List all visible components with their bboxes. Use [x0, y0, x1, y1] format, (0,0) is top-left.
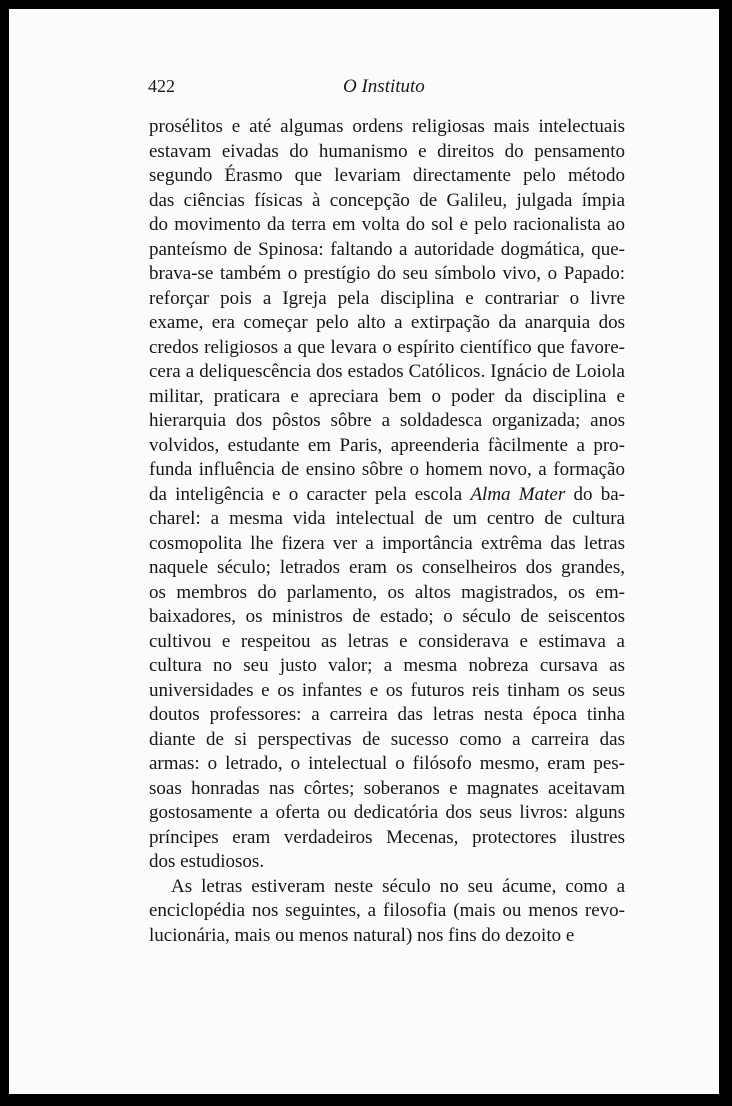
text-line: credos religiosos a que levara o espírito científico que favore- [149, 336, 625, 358]
text-line: cera a deliquescência dos estados Católicos. Ignácio de Loiola [149, 361, 625, 382]
text-line: cultivou e respeitou as letras e considerava e estimava a [149, 630, 625, 652]
paragraph [149, 875, 625, 949]
text-line: baixadores, os ministros de estado; o século de seiscentos [149, 606, 625, 627]
text-line: hierarquia dos pôstos sôbre a soldadesca organizada; anos [149, 410, 625, 431]
text-line: reforçar pois a Igreja pela disciplina e contrariar o livre [149, 287, 625, 309]
text-line: soas honradas nas côrtes; soberanos e magnates aceitavam [149, 777, 625, 799]
text-line: cultura no seu justo valor; a mesma nobreza cursava as [149, 655, 625, 676]
text-line: charel: a mesma vida intelectual de um centro de cultura [149, 508, 625, 529]
text-line: das ciências físicas à concepção de Galileu, julgada ímpia [149, 189, 625, 211]
text-line: prosélitos e até algumas ordens religiosas mais intelectuais [149, 116, 625, 137]
text-line: universidades e os infantes e os futuros reis tinham os seus [149, 679, 625, 701]
text-line: os membros do parlamento, os altos magistrados, os em- [149, 581, 625, 603]
text-line [149, 483, 625, 508]
page-number: 422 [148, 76, 175, 96]
text-line: brava-se também o prestígio do seu símbolo vivo, o Papado: [149, 263, 625, 284]
text-line: estavam eivadas do humanismo e direitos do pensamento [149, 140, 625, 162]
text-line: militar, praticara e apreciara bem o poder da disciplina e [149, 385, 625, 407]
text-line: naquele século; letrados eram os conselheiros dos grandes, [149, 557, 625, 578]
text-line: diante de si perspectivas de sucesso como a carreira das [149, 728, 625, 750]
italic-term: Alma Mater [470, 483, 566, 505]
text-line: dos estudiosos. [149, 851, 265, 872]
text-line: segundo Érasmo que levariam directamente pelo método [149, 165, 625, 186]
text-line: príncipes eram verdadeiros Mecenas, protectores ilustres [149, 826, 625, 848]
running-title: O Instituto [343, 76, 425, 97]
text-line: armas: o letrado, o intelectual o filósofo mesmo, eram pes- [149, 753, 625, 774]
text-line: exame, era começar pelo alto a extirpação da anarquia dos [149, 312, 625, 333]
text-line: funda influência de ensino sôbre o homem novo, a formação [149, 459, 625, 480]
text-segment: do ba- [565, 483, 625, 505]
text-line: gostosamente a oferta ou dedicatória dos seus livros: alguns [149, 802, 625, 823]
text-segment: da inteligência e o caracter pela escola [149, 483, 471, 505]
text-line: do movimento da terra em volta do sol e pelo racionalista ao [149, 214, 625, 235]
text-line: volvidos, estudante em Paris, apreenderia fàcilmente a pro- [149, 434, 625, 456]
paragraph [149, 115, 625, 875]
text-line: As letras estiveram neste século no seu ácume, como a [171, 875, 625, 897]
page-header [148, 76, 628, 100]
text-line: doutos professores: a carreira das letras nesta época tinha [149, 704, 625, 725]
text-line: cosmopolita lhe fizera ver a importância extrêma das letras [149, 532, 625, 554]
body-text [149, 115, 625, 948]
text-line: enciclopédia nos seguintes, a filosofia (mais ou menos revo- [149, 900, 625, 921]
text-line: lucionária, mais ou menos natural) nos fins do dezoito e [149, 924, 575, 946]
text-line: panteísmo de Spinosa: faltando a autoridade dogmática, que- [149, 238, 625, 260]
